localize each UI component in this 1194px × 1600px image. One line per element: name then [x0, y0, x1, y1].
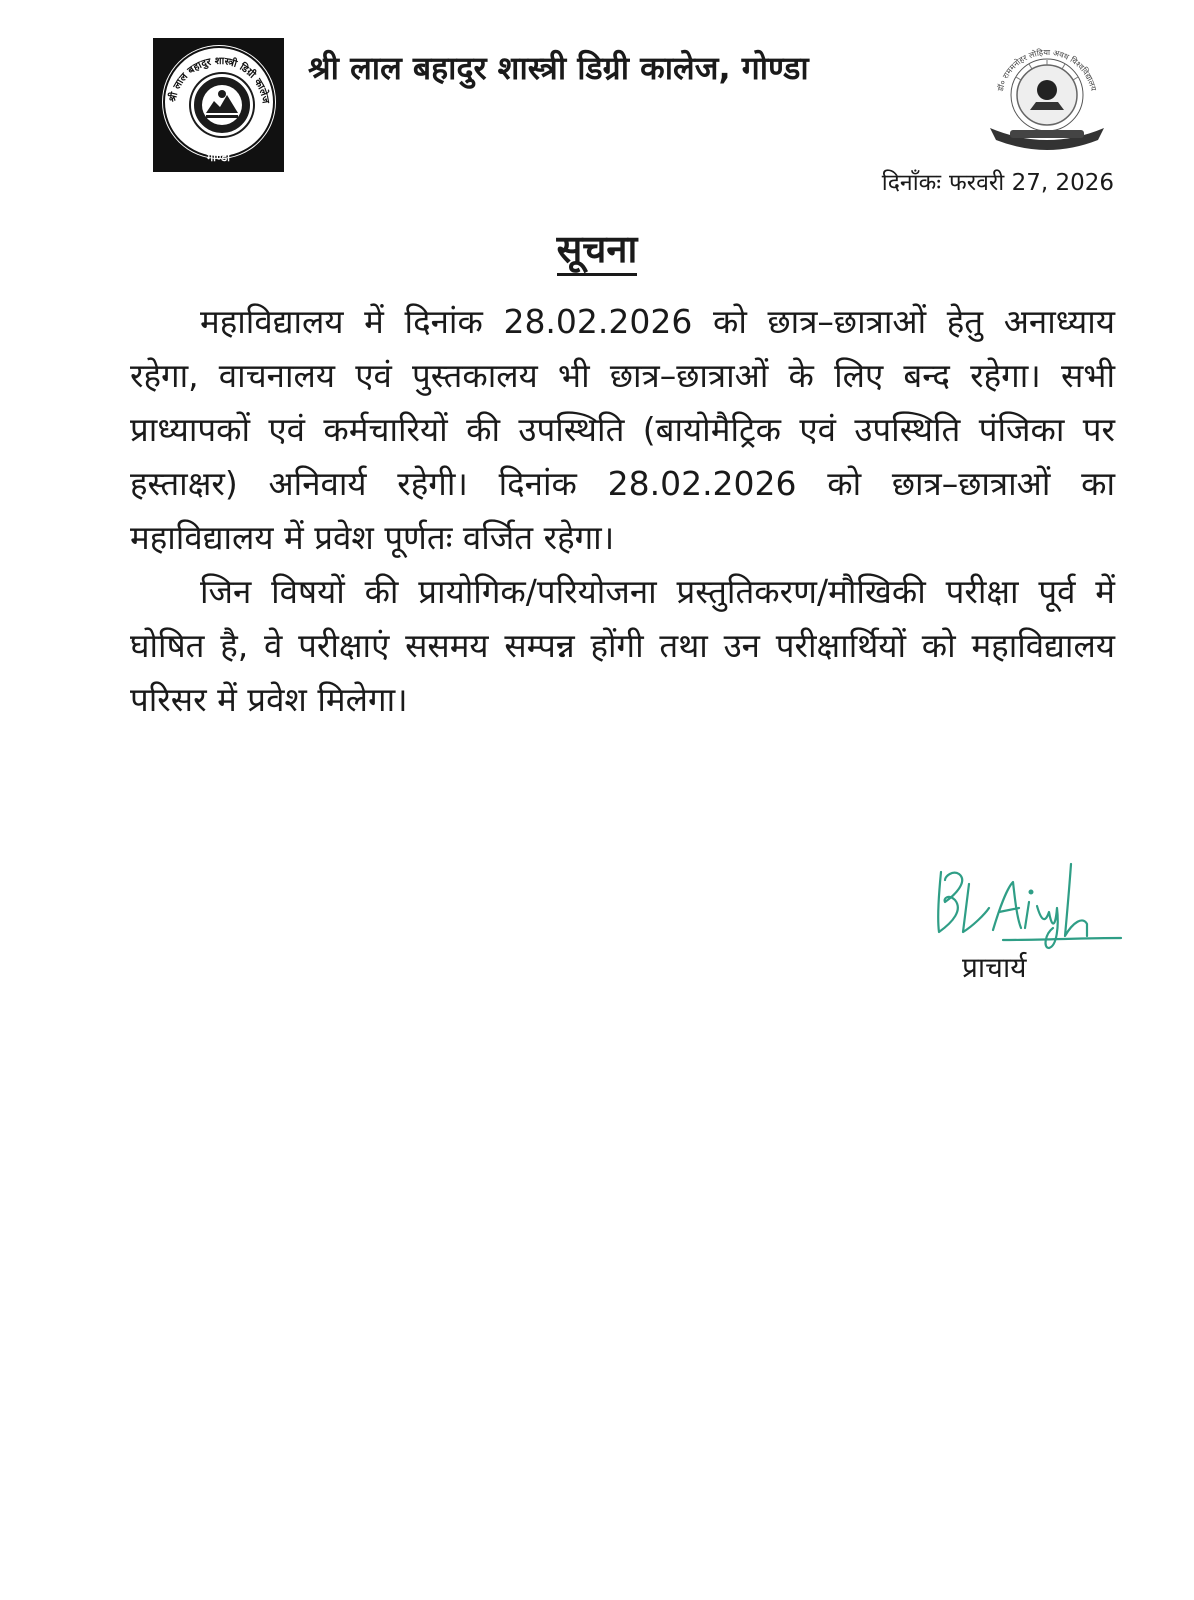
college-seal: [153, 38, 284, 172]
principal-signature: [933, 862, 1123, 952]
notice-title-text: सूचना: [557, 227, 638, 276]
notice-title: [0, 222, 1194, 274]
notice-body: [130, 295, 1115, 727]
principal-designation: प्राचार्य: [962, 951, 1027, 984]
seal-emblem: [191, 74, 253, 136]
date-label: दिनाँकः: [881, 170, 941, 196]
svg-text:डॉ० राममनोहर लोहिया अवध विश्वव: डॉ० राममनोहर लोहिया अवध विश्वविद्यालय: [995, 47, 1098, 93]
svg-text:श्री लाल बहादुर शास्त्री डिग्र: श्री लाल बहादुर शास्त्री डिग्री कालेज: [167, 55, 271, 105]
date-value: फरवरी 27, 2026: [948, 170, 1114, 196]
notice-paragraph-2: जिन विषयों की प्रायोगिक/परियोजना प्रस्तुतिकरण/मौखिकी परीक्षा पूर्व में घोषित है, वे परीक्षाएं ससमय सम्पन्न होंगी तथा उन परीक्षार्थियों को महाविद्यालय परिसर में प्रवेश मिलेगा।: [130, 572, 1115, 719]
seal-city-label: गोण्डा: [206, 151, 230, 164]
notice-date: [882, 165, 1114, 197]
college-name: श्री लाल बहादुर शास्त्री डिग्री कालेज, गोण्डा: [308, 49, 809, 87]
university-emblem: [980, 40, 1115, 155]
notice-paragraph-1: महाविद्यालय में दिनांक 28.02.2026 को छात्र–छात्राओं हेतु अनाध्याय रहेगा, वाचनालय एवं पुस्तकालय भी छात्र–छात्राओं के लिए बन्द रहेगा। सभी प्राध्यापकों एवं कर्मचारियों की उपस्थिति (बायोमैट्रिक एवं उपस्थिति पंजिका पर हस्ताक्षर) अनिवार्य रहेगी। दिनांक 28.02.2026 को छात्र–छात्राओं का महाविद्यालय में प्रवेश पूर्णतः वर्जित रहेगा।: [130, 302, 1115, 557]
